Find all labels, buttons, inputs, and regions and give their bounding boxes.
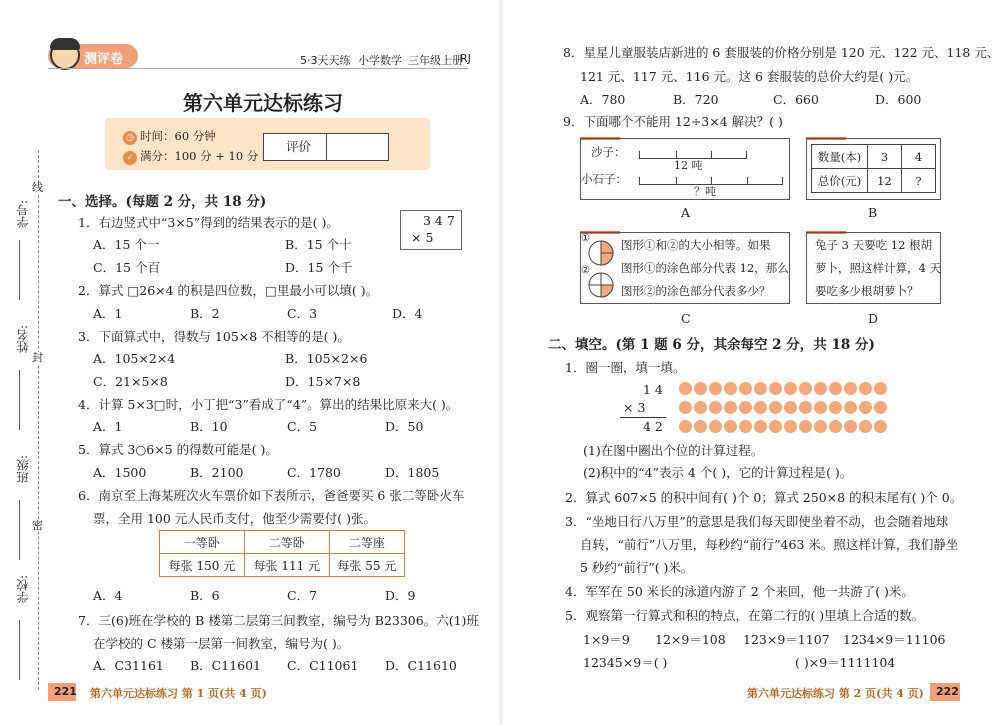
- dot: [769, 420, 782, 433]
- dot: [784, 420, 797, 433]
- option-a-label: A: [681, 205, 691, 220]
- q6-c: C．7: [287, 588, 318, 603]
- option-c-line3: 图形②的涂色部分代表多少？: [621, 284, 771, 298]
- q8-a: A．780: [580, 92, 626, 107]
- dot: [679, 401, 692, 414]
- q2-b: B．2: [190, 306, 220, 321]
- f3-line1: 3．“坐地日行八万里”的意思是我们每天即使坐着不动，也会随着地球: [565, 514, 949, 529]
- q7-b: B．C11601: [190, 658, 262, 673]
- dot-grid: [679, 382, 949, 439]
- ticket-price-table: [159, 530, 405, 577]
- dot: [784, 382, 797, 395]
- dot: [724, 382, 737, 395]
- option-c-line1: 图形①和②的大小相等。如果: [621, 238, 771, 252]
- label-xuexiao: 学校:: [16, 575, 30, 604]
- dot-row: [679, 382, 949, 401]
- price-table: [811, 144, 936, 193]
- dot: [709, 401, 722, 414]
- time-info: ◷ 时间：60 分钟: [123, 128, 216, 145]
- q1-text: 1．右边竖式中“3×5”得到的结果表示的是( )。: [78, 215, 339, 230]
- q6-d: D．9: [385, 588, 416, 603]
- dot: [829, 382, 842, 395]
- dot: [844, 420, 857, 433]
- stone-label: 小石子：: [581, 172, 627, 186]
- stone-tick-1: [676, 177, 677, 184]
- ticket-header-3: 二等座: [329, 531, 404, 554]
- dot: [724, 420, 737, 433]
- q4-b: B．10: [190, 419, 228, 434]
- f5-eq1: 1×9＝9: [583, 632, 630, 647]
- logo-text: 测评卷: [84, 52, 124, 67]
- dot: [754, 401, 767, 414]
- dot: [859, 420, 872, 433]
- f3-line2: 自转，“前行”八万里，每秒约“前行”463 米。照这样计算，我们静坐: [580, 537, 959, 552]
- dot: [754, 420, 767, 433]
- footer-right-text: 第六单元达标练习 第 2 页(共 4 页): [747, 687, 924, 700]
- stone-weight: ？吨: [694, 185, 716, 198]
- q5-a: A．1500: [93, 465, 147, 480]
- dot: [799, 401, 812, 414]
- q8-line2: 121 元、117 元、116 元。这 6 套服装的总价大约是( )元。: [580, 69, 919, 84]
- dot: [874, 401, 887, 414]
- q7-c: C．C11061: [287, 658, 359, 673]
- line-banji: [19, 500, 20, 560]
- dot: [844, 382, 857, 395]
- q1-d: D．15 个千: [285, 260, 353, 275]
- dot: [709, 382, 722, 395]
- dot: [814, 401, 827, 414]
- q1-a: A．15 个一: [93, 237, 160, 252]
- dot: [724, 401, 737, 414]
- margin-mi: 密: [32, 519, 43, 532]
- dot: [859, 401, 872, 414]
- q3-b: B．105×2×6: [285, 351, 368, 366]
- q9-option-c: [580, 232, 790, 304]
- q8-d: D．600: [875, 92, 922, 107]
- f1-part2: (2)积中的“4”表示 4 个( )，它的计算过程是( )。: [583, 465, 853, 480]
- mult-result: 4 2: [643, 419, 663, 434]
- section-1-title: 一、选择。(每题 2 分，共 18 分): [58, 194, 267, 210]
- footer-left-text: 第六单元达标练习 第 1 页(共 4 页): [90, 687, 267, 700]
- page-title: 第六单元达标练习: [183, 91, 343, 115]
- evaluation-divider: [326, 134, 327, 160]
- q1-c: C．15 个百: [93, 260, 160, 275]
- q7-a: A．C31161: [93, 658, 164, 673]
- q6-b: B．6: [190, 588, 220, 603]
- figure-2-number: ②: [581, 265, 590, 276]
- line-xuehao: [19, 240, 20, 300]
- q9-option-a: [580, 138, 790, 200]
- label-xingming: 姓名:: [16, 325, 30, 354]
- book-name: 5·3天天练: [300, 54, 351, 67]
- dot: [679, 420, 692, 433]
- q5-d: D．1805: [385, 465, 440, 480]
- dot-row: [679, 401, 949, 420]
- circle-figure-1: [587, 239, 607, 259]
- q7-d: D．C11610: [385, 658, 457, 673]
- f2-text: 2．算式 607×5 的积中间有( )个 0；算式 250×8 的积末尾有( )个 0。: [565, 490, 963, 505]
- option-d-label: D: [868, 311, 879, 326]
- dot: [874, 382, 887, 395]
- option-d-line3: 要吃多少根胡萝卜？: [815, 284, 919, 298]
- evaluation-box: [263, 133, 389, 161]
- check-icon: ✓: [123, 151, 137, 165]
- dot: [754, 382, 767, 395]
- dot-row: [679, 420, 949, 439]
- ticket-price-3: 每张 55 元: [329, 554, 404, 577]
- dot: [859, 382, 872, 395]
- dot: [739, 382, 752, 395]
- line-xuexiao: [19, 620, 20, 680]
- f4-text: 4．军军在 50 米长的泳道内游了 2 个来回，他一共游了( )米。: [565, 584, 914, 599]
- option-b-label: B: [868, 205, 878, 220]
- f5-eq3: 123×9＝1107: [743, 632, 830, 647]
- option-d-line1: 兔子 3 天要吃 12 根胡: [815, 238, 933, 252]
- mascot-hair: [50, 38, 80, 50]
- q2-d: D．4: [392, 306, 423, 321]
- line-xingming: [19, 370, 20, 430]
- evaluation-label: 评价: [286, 139, 312, 154]
- q3-d: D．15×7×8: [285, 374, 361, 389]
- mult-middle: × 3: [623, 400, 646, 415]
- q6-line2: 票，全用 100 元人民币支付，他至少需要付( )张。: [93, 511, 377, 526]
- dot: [769, 401, 782, 414]
- q4-text: 4．计算 5×3□时，小丁把“3”看成了“4”。算出的结果比原来大( )。: [78, 397, 459, 412]
- dot: [694, 420, 707, 433]
- ticket-header-2: 二等卧: [244, 531, 329, 554]
- binding-line: [38, 150, 39, 690]
- ticket-price-2: 每张 111 元: [244, 554, 329, 577]
- table-price-1: 12: [868, 169, 902, 193]
- page-number-right: 222: [936, 685, 959, 698]
- clock-icon: ◷: [123, 131, 137, 145]
- table-qty-label: 数量(本): [812, 145, 868, 169]
- q4-a: A．1: [93, 419, 123, 434]
- q2-c: C．3: [287, 306, 318, 321]
- q5-c: C．1780: [287, 465, 341, 480]
- q4-c: C．5: [287, 419, 318, 434]
- q6-a: A．4: [93, 588, 123, 603]
- dot: [694, 382, 707, 395]
- q6-line1: 6．南京至上海某班次火车票价如下表所示，爸爸要买 6 张二等卧火车: [78, 488, 465, 503]
- q8-c: C．660: [773, 92, 819, 107]
- dot: [784, 401, 797, 414]
- q5-text: 5．算式 3○6×5 的得数可能是( )。: [78, 442, 278, 457]
- subject: 小学数学: [358, 54, 402, 67]
- q1-calc-top: 3 4 7: [423, 213, 455, 228]
- q2-a: A．1: [93, 306, 123, 321]
- table-qty-1: 3: [868, 145, 902, 169]
- page-number-left: 221: [54, 685, 77, 698]
- grade: 三年级上册: [408, 54, 463, 67]
- figure-1-number: ①: [581, 233, 590, 244]
- dot: [829, 401, 842, 414]
- q1-vertical-calc: [400, 210, 462, 250]
- q2-text: 2．算式 □26×4 的积是四位数，□里最小可以填( )。: [78, 283, 379, 298]
- stone-tick-3: [747, 177, 748, 184]
- q3-a: A．105×2×4: [93, 351, 176, 366]
- q3-c: C．21×5×8: [93, 374, 168, 389]
- mult-top: 1 4: [643, 382, 663, 397]
- dot: [709, 420, 722, 433]
- dot: [829, 420, 842, 433]
- q3-text: 3．下面算式中，得数与 105×8 不相等的是( )。: [78, 329, 350, 344]
- f5-eq6: ( )×9＝1111104: [795, 655, 896, 670]
- q9-option-d: [806, 232, 941, 304]
- q9-option-b: [806, 138, 941, 200]
- sand-tick-2: [711, 151, 712, 158]
- f3-line3: 5 秒约“前行”( )米。: [580, 560, 694, 575]
- table-price-label: 总价(元): [812, 169, 868, 193]
- circle-figure-2: [587, 271, 607, 291]
- dot: [739, 401, 752, 414]
- dot: [679, 382, 692, 395]
- q1-b: B．15 个十: [285, 237, 352, 252]
- table-price-2: ?: [902, 169, 936, 193]
- q8-b: B．720: [673, 92, 719, 107]
- dot: [844, 401, 857, 414]
- dot: [799, 382, 812, 395]
- label-banji: 班级:: [16, 455, 30, 484]
- f5-eq4: 1234×9＝11106: [843, 632, 946, 647]
- dot: [814, 382, 827, 395]
- q5-b: B．2100: [190, 465, 244, 480]
- dot: [814, 420, 827, 433]
- page-fold: [498, 0, 504, 725]
- q7-line2: 在学校的 C 楼第一层第一间教室，编号为( )。: [93, 636, 350, 651]
- ticket-price-1: 每张 150 元: [160, 554, 245, 577]
- header-rule: [48, 68, 468, 69]
- q7-line1: 7．三(6)班在学校的 B 楼第二层第三间教室，编号为 B23306。六(1)班: [78, 613, 479, 628]
- margin-feng: 封: [32, 351, 43, 364]
- dot: [799, 420, 812, 433]
- q1-calc-bottom: × 5: [411, 230, 434, 245]
- q8-line1: 8．星星儿童服装店新进的 6 套服装的价格分别是 120 元、122 元、118 元、: [563, 45, 1000, 60]
- edition: RJ: [460, 52, 471, 65]
- f5-text: 5．观察第一行算式和积的特点，在第二行的( )里填上合适的数。: [565, 608, 925, 623]
- margin-xian: 线: [32, 181, 43, 194]
- dot: [739, 420, 752, 433]
- table-qty-2: 4: [902, 145, 936, 169]
- f5-eq2: 12×9＝108: [655, 632, 726, 647]
- sand-weight: 12 吨: [674, 159, 703, 172]
- option-c-line2: 图形①的涂色部分代表 12，那么: [621, 261, 789, 275]
- dot: [874, 420, 887, 433]
- q4-d: D．50: [385, 419, 424, 434]
- label-xuehao: 学号:: [16, 200, 30, 229]
- dot: [769, 382, 782, 395]
- section-2-title: 二、填空。(第 1 题 6 分，其余每空 2 分，共 18 分): [548, 337, 875, 353]
- option-c-label: C: [681, 311, 691, 326]
- f1-part1: (1)在图中圈出个位的计算过程。: [583, 443, 764, 458]
- ticket-header-1: 一等卧: [160, 531, 245, 554]
- dot: [694, 401, 707, 414]
- q9-text: 9．下面哪个不能用 12÷3×4 解决？( ): [563, 114, 783, 129]
- mult-rule: [620, 417, 666, 418]
- f5-eq5: 12345×9＝( ): [583, 655, 668, 670]
- sand-label: 沙子：: [591, 145, 626, 159]
- score-info: ✓ 满分：100 分 + 10 分: [123, 148, 258, 165]
- option-d-line2: 萝卜，照这样计算，4 天: [815, 261, 941, 275]
- f1-text: 1．圈一圈，填一填。: [565, 360, 686, 375]
